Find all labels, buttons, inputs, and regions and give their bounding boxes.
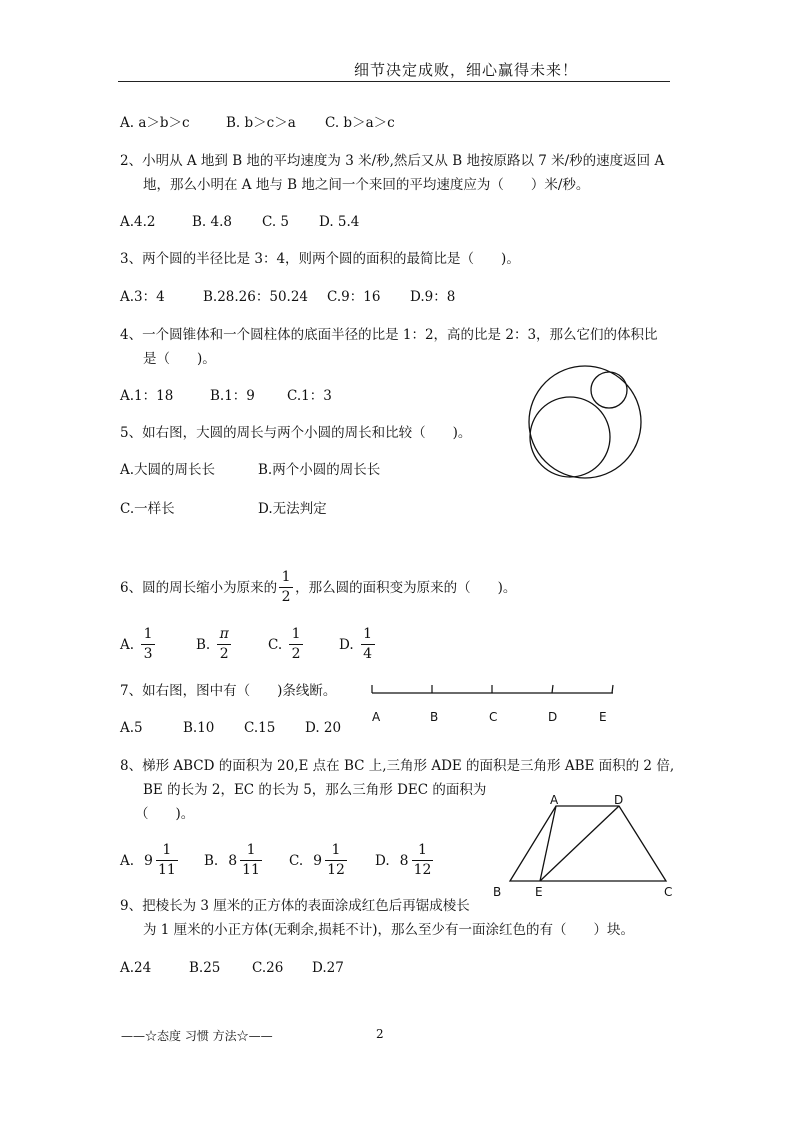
q4-text-line2: 是（ )。	[143, 351, 216, 367]
q5-text: 5、如右图，大圆的周长与两个小圆的周长和比较（ )。	[120, 425, 472, 441]
q2-text-line2: 地，那么小明在 A 地与 B 地之间一个来回的平均速度应为（ ）米/秒。	[143, 177, 590, 193]
q6-option-d: D. $\frac{1}{4}$	[339, 626, 377, 663]
q6-option-b: B. $\frac{\pi}{2}$	[196, 626, 233, 663]
q1-option-a: A. a＞b＞c	[120, 115, 190, 131]
q6-fraction-num: 1	[281, 569, 291, 585]
q7-text: 7、如右图，图中有（ )条线断。	[120, 683, 337, 699]
q8-option-c: C. 9 $\frac{1}{12}$	[289, 842, 345, 878]
q9-text-line1: 9、把棱长为 3 厘米的正方体的表面涂成红色后再锯成棱长	[120, 898, 470, 914]
q3-option-a: A.3：4	[120, 289, 165, 305]
q9-text-line2: 为 1 厘米的小正方体(无剩余,损耗不计)，那么至少有一面涂红色的有（ ）块。	[143, 922, 634, 938]
q2-text-line1: 2、小明从 A 地到 B 地的平均速度为 3 米/秒,然后又从 B 地按原路以 7 米/秒的速度返回 A	[120, 153, 665, 169]
q8-option-a: A. 9 $\frac{1}{11}$	[120, 842, 176, 878]
q8-label-c: C	[664, 885, 673, 899]
q9-option-b: B.25	[189, 960, 221, 976]
q9-option-a: A.24	[120, 960, 152, 976]
q1-option-c: C. b＞a＞c	[325, 115, 395, 131]
q9-option-d: D.27	[312, 960, 344, 976]
q7-line-segment-figure	[366, 680, 622, 728]
q6-option-a: A. $\frac{1}{3}$	[120, 626, 157, 663]
q7-option-a: A.5	[120, 720, 143, 736]
q5-option-a: A.大圆的周长长	[120, 462, 216, 478]
header-motto: 细节决定成败，细心赢得未来！	[354, 61, 579, 79]
q8-text-line3: （ )。	[135, 806, 195, 822]
q8-label-d: D	[614, 793, 624, 807]
q3-option-b: B.28.26：50.24	[203, 289, 309, 305]
q4-text-line1: 4、一个圆锥体和一个圆柱体的底面半径的比是 1：2，高的比是 2：3，那么它们的体积比	[120, 327, 658, 343]
q4-option-b: B.1：9	[210, 388, 255, 404]
q8-trapezoid-figure	[490, 792, 680, 902]
q6-fraction-den: 2	[281, 589, 291, 605]
q8-segment-de	[540, 806, 619, 881]
q7-label-b: B	[430, 710, 439, 724]
q6-text-after: ，那么圆的面积变为原来的（ )。	[295, 579, 517, 596]
q7-label-a: A	[372, 710, 381, 724]
footer-slogan: ——☆态度 习惯 方法☆——	[121, 1029, 273, 1043]
q5-option-c: C.一样长	[120, 501, 175, 517]
q8-trapezoid-abcd	[510, 806, 666, 881]
q2-option-b: B. 4.8	[192, 214, 232, 230]
q7-label-c: C	[489, 710, 498, 724]
q5-option-d: D.无法判定	[258, 501, 327, 517]
q7-tick-d	[552, 685, 553, 693]
q4-option-a: A.1：18	[120, 388, 174, 404]
q3-option-c: C.9：16	[327, 289, 381, 305]
page-number: 2	[376, 1027, 384, 1041]
q1-option-b: B. b＞c＞a	[226, 115, 296, 131]
q7-option-c: C.15	[244, 720, 276, 736]
q7-label-d: D	[548, 710, 558, 724]
q7-label-e: E	[599, 710, 607, 724]
q8-label-b: B	[493, 885, 502, 899]
q7-tick-e	[612, 685, 613, 693]
q3-text: 3、两个圆的半径比是 3：4，则两个圆的面积的最简比是（ )。	[120, 251, 520, 267]
q9-option-c: C.26	[252, 960, 284, 976]
q5-option-b: B.两个小圆的周长长	[258, 462, 381, 478]
q5-small-circle-large	[530, 397, 610, 477]
q8-label-a: A	[550, 793, 559, 807]
q6-text-before: 6、圆的周长缩小为原来的	[120, 579, 278, 596]
q8-segment-ae	[540, 806, 556, 881]
q8-text-line2: BE 的长为 2，EC 的长为 5，那么三角形 DEC 的面积为	[143, 782, 487, 798]
q5-big-circle	[529, 366, 641, 478]
q6-option-c: C. $\frac{1}{2}$	[268, 626, 305, 663]
q6-question	[120, 569, 516, 606]
q8-option-b: B. 8 $\frac{1}{11}$	[204, 842, 260, 878]
q2-option-c: C. 5	[262, 214, 290, 230]
q8-label-e: E	[535, 885, 543, 899]
q8-text-line1: 8、梯形 ABCD 的面积为 20,E 点在 BC 上,三角形 ADE 的面积是三角形 ABE 面积的 2 倍,	[120, 758, 675, 774]
header-rule	[118, 81, 670, 82]
q4-option-c: C.1：3	[287, 388, 332, 404]
q3-option-d: D.9：8	[410, 289, 456, 305]
q5-small-circle-small	[591, 372, 627, 408]
q6-fraction	[280, 569, 292, 606]
q7-option-d: D. 20	[305, 720, 342, 736]
q2-option-d: D. 5.4	[319, 214, 360, 230]
q7-option-b: B.10	[183, 720, 215, 736]
q2-option-a: A.4.2	[120, 214, 156, 230]
q8-option-d: D. 8 $\frac{1}{12}$	[375, 842, 432, 878]
q5-circles-figure	[525, 362, 645, 482]
